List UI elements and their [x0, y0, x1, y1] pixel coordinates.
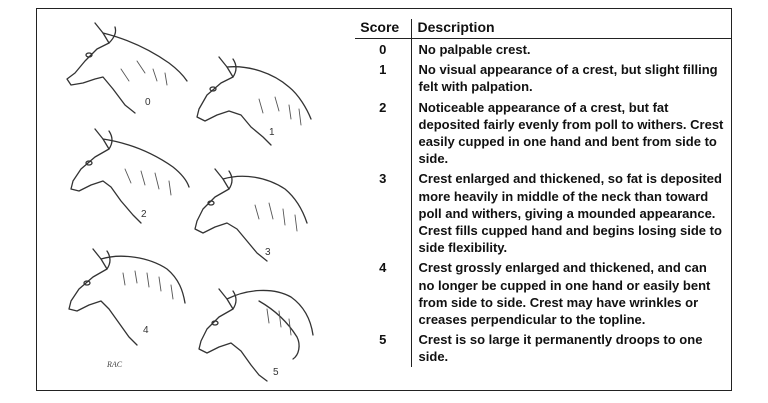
horse-sketch-1 [197, 57, 311, 145]
score-cell: 3 [355, 168, 411, 257]
score-column-header: Score [355, 19, 411, 39]
table-row [355, 59, 731, 96]
horse-neck-illustrations [37, 9, 367, 390]
horse-sketch-4 [69, 249, 185, 345]
table-header-row [355, 19, 731, 39]
horse-label-0: 0 [145, 97, 151, 108]
description-cell: Crest grossly enlarged and thickened, and can no longer be cupped in one hand or easily bent from side to side. Crest may have wrinkles or creases perpendicular to the topline. [418, 260, 711, 328]
score-cell: 0 [355, 39, 411, 60]
table-row [355, 97, 731, 169]
score-cell: 2 [355, 97, 411, 169]
horse-sketches [37, 9, 367, 390]
figure-frame [36, 8, 732, 391]
table-row [355, 257, 731, 329]
description-column-header: Description [411, 19, 731, 39]
description-cell: Noticeable appearance of a crest, but fat deposited fairly evenly from poll to withers. Crest easily cupped in one hand and bent from side to side. [418, 99, 724, 167]
horse-sketch-0 [67, 23, 187, 113]
artist-initials: RAC [107, 360, 123, 369]
horse-sketch-5 [199, 289, 313, 381]
table-row [355, 39, 731, 60]
table-row [355, 168, 731, 257]
description-cell: Crest enlarged and thickened, so fat is deposited more heavily in middle of the neck than toward poll and withers, giving a mounded appearance. Crest fills cupped hand and begins losing side to side flexibility. [418, 171, 722, 256]
description-cell: Crest is so large it permanently droops to one side. [418, 332, 703, 365]
horse-label-3: 3 [265, 247, 271, 258]
table-row [355, 329, 731, 366]
horse-label-1: 1 [269, 127, 275, 138]
score-cell: 5 [355, 329, 411, 366]
horse-label-4: 4 [143, 325, 149, 336]
score-cell: 4 [355, 257, 411, 329]
horse-sketch-2 [71, 129, 189, 223]
horse-label-5: 5 [273, 367, 279, 378]
horse-label-2: 2 [141, 209, 147, 220]
crest-score-table [355, 19, 731, 367]
horse-sketch-3 [195, 169, 307, 261]
description-cell: No visual appearance of a crest, but slight filling felt with palpation. [418, 62, 718, 95]
score-cell: 1 [355, 59, 411, 96]
description-cell: No palpable crest. [418, 42, 531, 57]
